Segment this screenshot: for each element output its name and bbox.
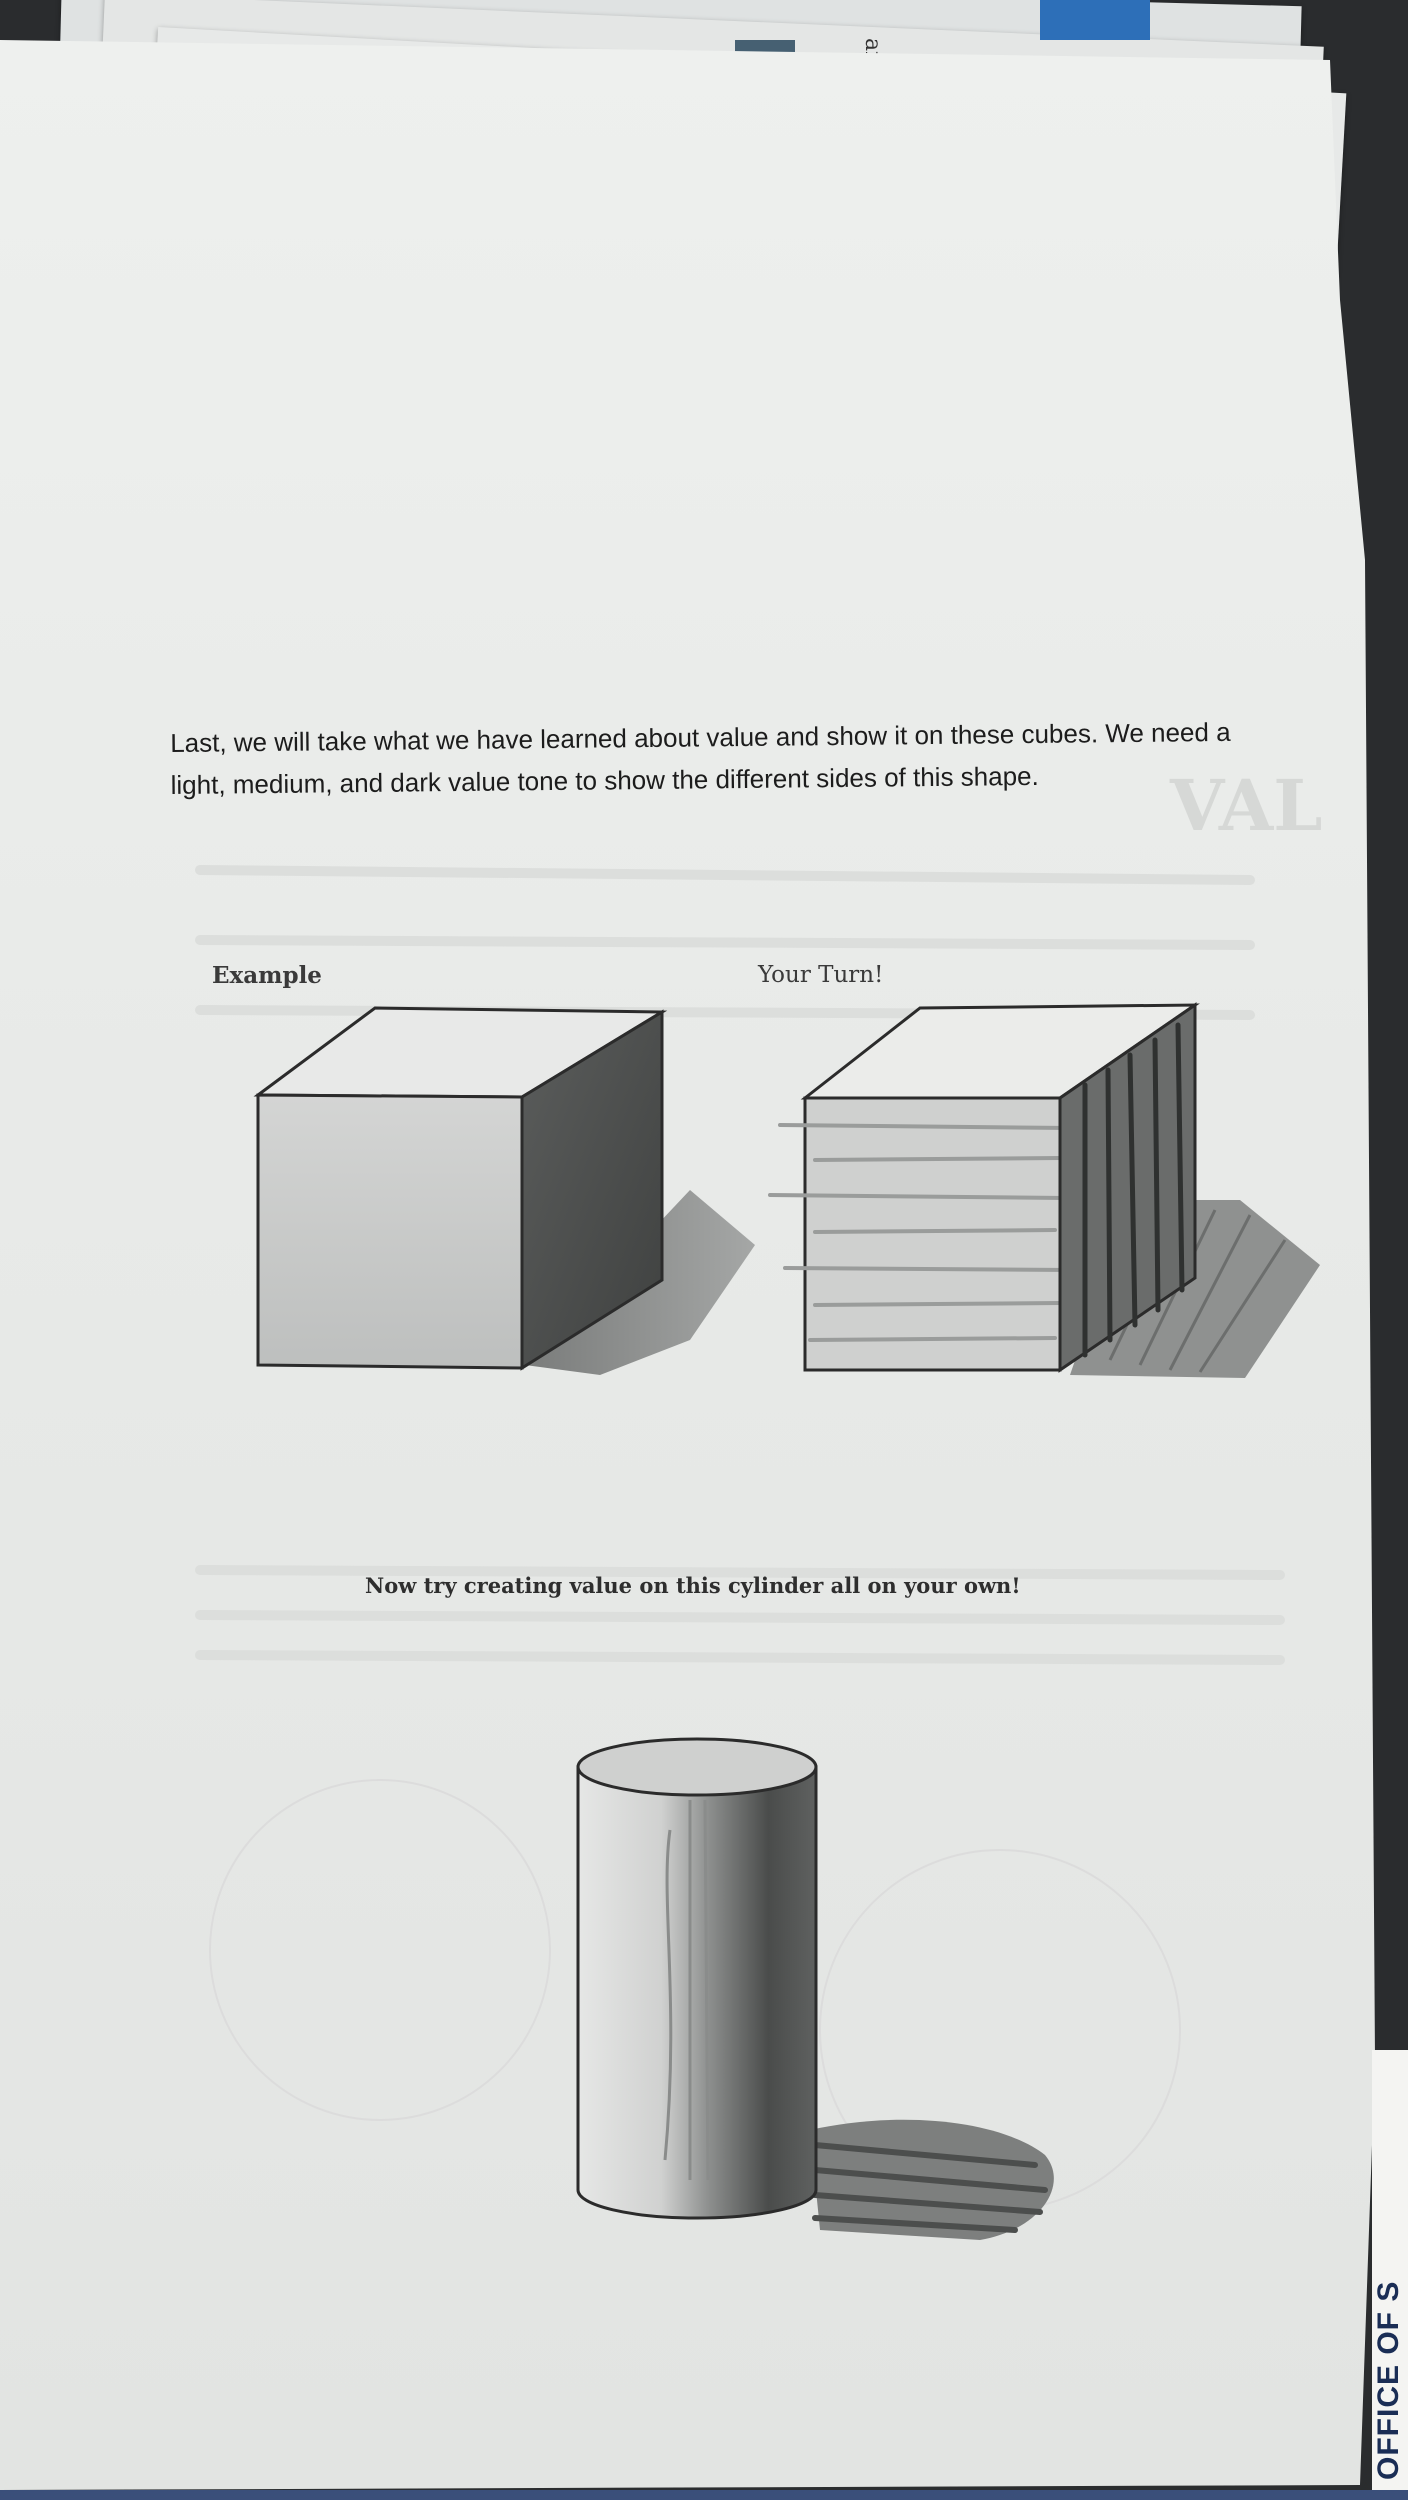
- your-turn-label: Your Turn!: [758, 962, 884, 988]
- bottom-blue-edge: [0, 2490, 1408, 2500]
- side-stamp: OFFICE OF S: [1372, 2280, 1405, 2480]
- cylinder-drawing: [578, 1739, 1054, 2240]
- cylinder-top: [578, 1739, 816, 1795]
- your-turn-cube: [770, 1005, 1320, 1378]
- instruction-text: Last, we will take what we have learned about value and show it on these cubes. We need a light, medium, and dark value tone to show the different sides of this shape.: [170, 716, 1231, 800]
- your-turn-cube-front: [805, 1098, 1060, 1370]
- example-cube: [258, 1008, 755, 1375]
- example-label: Example: [212, 962, 322, 989]
- svg-text:VAL: VAL: [1170, 764, 1323, 847]
- cylinder-body: [578, 1767, 816, 2218]
- cylinder-prompt: Now try creating value on this cylinder all on your own!: [365, 1573, 1021, 1598]
- example-cube-front: [258, 1095, 522, 1368]
